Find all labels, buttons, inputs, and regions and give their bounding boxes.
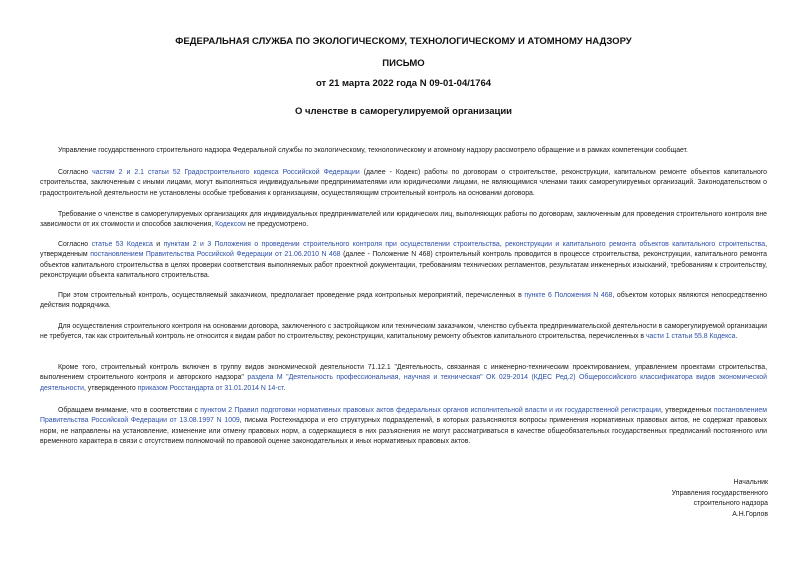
law-link-art53[interactable]: статье 53 Кодекса [91,241,153,248]
paragraph-text: Требование о членстве в саморегулируемых организациях для индивидуальных предпринимателей или юридических лиц, выполняющих работы по договорам, заключенным для проведения строительного контроля вне зависимости от их стоимости и способов заключения, [40,211,767,229]
paragraph-text: . [735,333,738,341]
law-link-art55-8[interactable]: части 1 статьи 55.8 Кодекса [645,333,736,341]
document-type: ПИСЬМО [382,58,425,69]
paragraph-2 [40,168,767,199]
paragraph-text: Управление государственного строительного надзора Федеральной службы по экологическому, технологическому и атомному надзору рассмотрело обращение и в рамках компетенции сообщает. [58,147,688,154]
paragraph-text: Согласно [58,169,93,176]
paragraph-text: , объектом которых являются непосредственно действия подрядчика. [40,292,768,310]
paragraph-text: не предусмотрено. [245,221,309,229]
paragraph-text: , утвержденным [40,241,767,259]
paragraph-text: Обращаем внимание, что в соответствии с [58,407,201,414]
paragraph-text: Для осуществления строительного контроля на основании договора, заключенного с застройщиком или техническим заказчиком, членство субъекта предпринимательской деятельности в саморегулируемой организации не требуется, так как строительный контроль не относится к видам работ по строительству, реконструкции, капитальному ремонту объектов капитального строительства, перечисленных в [40,323,767,341]
paragraph-8 [40,406,767,448]
paragraph-text: . [283,384,286,392]
agency-title: ФЕДЕРАЛЬНАЯ СЛУЖБА ПО ЭКОЛОГИЧЕСКОМУ, ТЕХНОЛОГИЧЕСКОМУ И АТОМНОМУ НАДЗОРУ [175,36,632,47]
document-date-number: от 21 марта 2022 года N 09-01-04/1764 [315,78,492,89]
law-link-resolution-468[interactable]: постановлением Правительства Российской Федерации от 21.06.2010 N 468 [90,251,341,259]
paragraph-text: , письма Ростехнадзора и его структурных подразделений, в которых разъясняются вопросы применения нормативных правовых актов, не содержат правовых норм, не направлены на установление, изменение или отмену правовых норм, а содержащиеся в них разъяснения не могут рассматриваться в качестве общеобязательных государственных предписаний постоянного или временного характера в связи с отсутствием полномочий по правовой оценке законодательных и иных нормативных правовых актов. [40,417,767,446]
paragraph-4 [40,240,767,282]
law-link-rules-point2[interactable]: пунктом 2 Правил подготовки нормативных правовых актов федеральных органов исполнительной власти и их государственной регистрации [200,407,661,414]
paragraph-text: , утвержденных [660,407,714,414]
law-link-rosstandart-order[interactable]: приказом Росстандарта от 31.01.2014 N 14-ст [137,384,284,392]
paragraph-6 [40,322,767,343]
signature-block [620,478,768,520]
signature-department-2: строительного надзора [693,500,768,508]
signature-department: Управления государственного [671,489,768,497]
signature-name: А.Н.Горлов [732,510,768,518]
paragraph-text: (далее - Кодекс) работы по договорам о строительстве, реконструкции, капитальном ремонте объектов капитального строительства, заключенным с иными лицами, могут выполняться индивидуальными предпринимателями или юридическими лицами, не являющимися членами таких саморегулируемых организаций. Законодательством о градостроительной деятельности не установлены особые требования к организациям, осуществляющим строительный контроль на основании договора. [40,169,767,197]
paragraph-3 [40,210,767,231]
paragraph-text: и [152,241,164,248]
law-link-resolution-1009[interactable]: постановлением Правительства Российской Федерации от 13.08.1997 N 1009 [40,407,767,425]
law-link-regulation-points[interactable]: пунктам 2 и 3 Положения о проведении строительного контроля при осуществлении строительства, реконструкции и капитального ремонта объектов капитального строительства [163,241,766,248]
paragraph-text: Согласно [58,241,92,248]
paragraph-7 [40,363,767,394]
paragraph-text: , утвержденного [83,384,138,392]
signature-position: Начальник [733,479,768,486]
law-link-point6[interactable]: пункте 6 Положения N 468 [524,292,613,299]
paragraph-text: (далее - Положение N 468) строительный контроль проводится в процессе строительства, реконструкции, капитального ремонта объектов капитального строительства в целях проверки соответствия выполняемых работ проектной документации, требованиям технических регламентов, результатам инженерных изысканий, требованиям к строительству, реконструкции объекта капитального строительства. [40,251,767,280]
paragraph-1 [40,146,767,156]
law-link-code[interactable]: Кодексом [215,221,246,229]
law-link-gradcode-art52[interactable]: частям 2 и 2.1 статьи 52 Градостроительного кодекса Российской Федерации [92,169,360,176]
document-subject: О членстве в саморегулируемой организации [295,106,512,117]
law-link-okved-section-m[interactable]: раздела М "Деятельность профессиональная, научная и техническая" ОК 029-2014 (КДЕС Ред.2) Общероссийского классификатора видов экономической деятельности [40,374,767,392]
paragraph-text: Кроме того, строительный контроль включен в группу видов экономической деятельности 71.12.1 "Деятельность, связанная с инженерно-техническим проектированием, управлением проектами строительства, выполнением строительного контроля и авторского надзора" [40,364,767,382]
paragraph-5 [40,291,767,312]
paragraph-text: При этом строительный контроль, осуществляемый заказчиком, предполагает проведение ряда контрольных мероприятий, перечисленных в [58,292,525,299]
